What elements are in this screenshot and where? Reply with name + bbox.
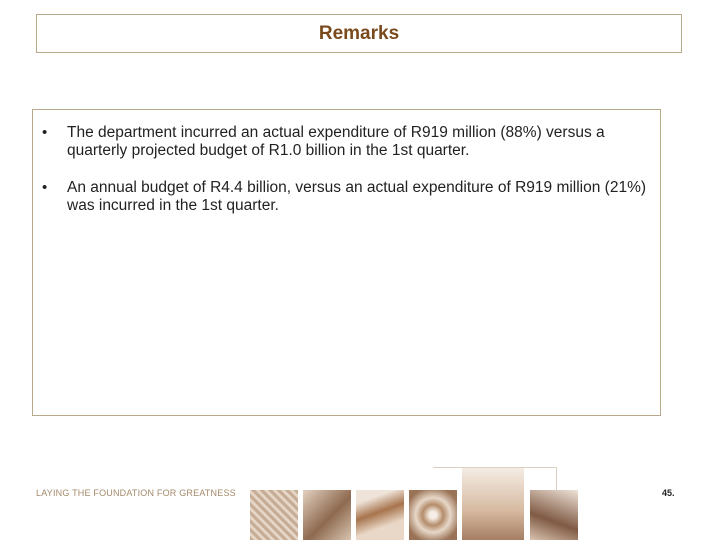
list-item: [33, 124, 650, 160]
bullet-icon: •: [42, 124, 48, 141]
remark-text: An annual budget of R4.4 billion, versus an actual expenditure of R919 million (21%) was incurred in the 1st quarter.: [67, 179, 647, 214]
remarks-list: [33, 124, 650, 215]
title-box: [36, 14, 682, 53]
decorative-photo: [303, 490, 351, 540]
decorative-photo: [462, 468, 524, 540]
decorative-photo: [409, 490, 457, 540]
slide-title: Remarks: [318, 22, 400, 44]
page-number: 45.: [662, 488, 675, 498]
footer-tagline: LAYING THE FOUNDATION FOR GREATNESS: [36, 488, 236, 498]
decorative-photo: [250, 490, 298, 540]
remarks-box: [32, 109, 661, 416]
bullet-icon: •: [42, 179, 48, 196]
remark-text: The department incurred an actual expenditure of R919 million (88%) versus a quarterly projected budget of R1.0 billion in the 1st quarter.: [67, 124, 605, 159]
decorative-photo: [530, 490, 578, 540]
list-item: [33, 179, 650, 215]
decorative-photo: [356, 490, 404, 540]
